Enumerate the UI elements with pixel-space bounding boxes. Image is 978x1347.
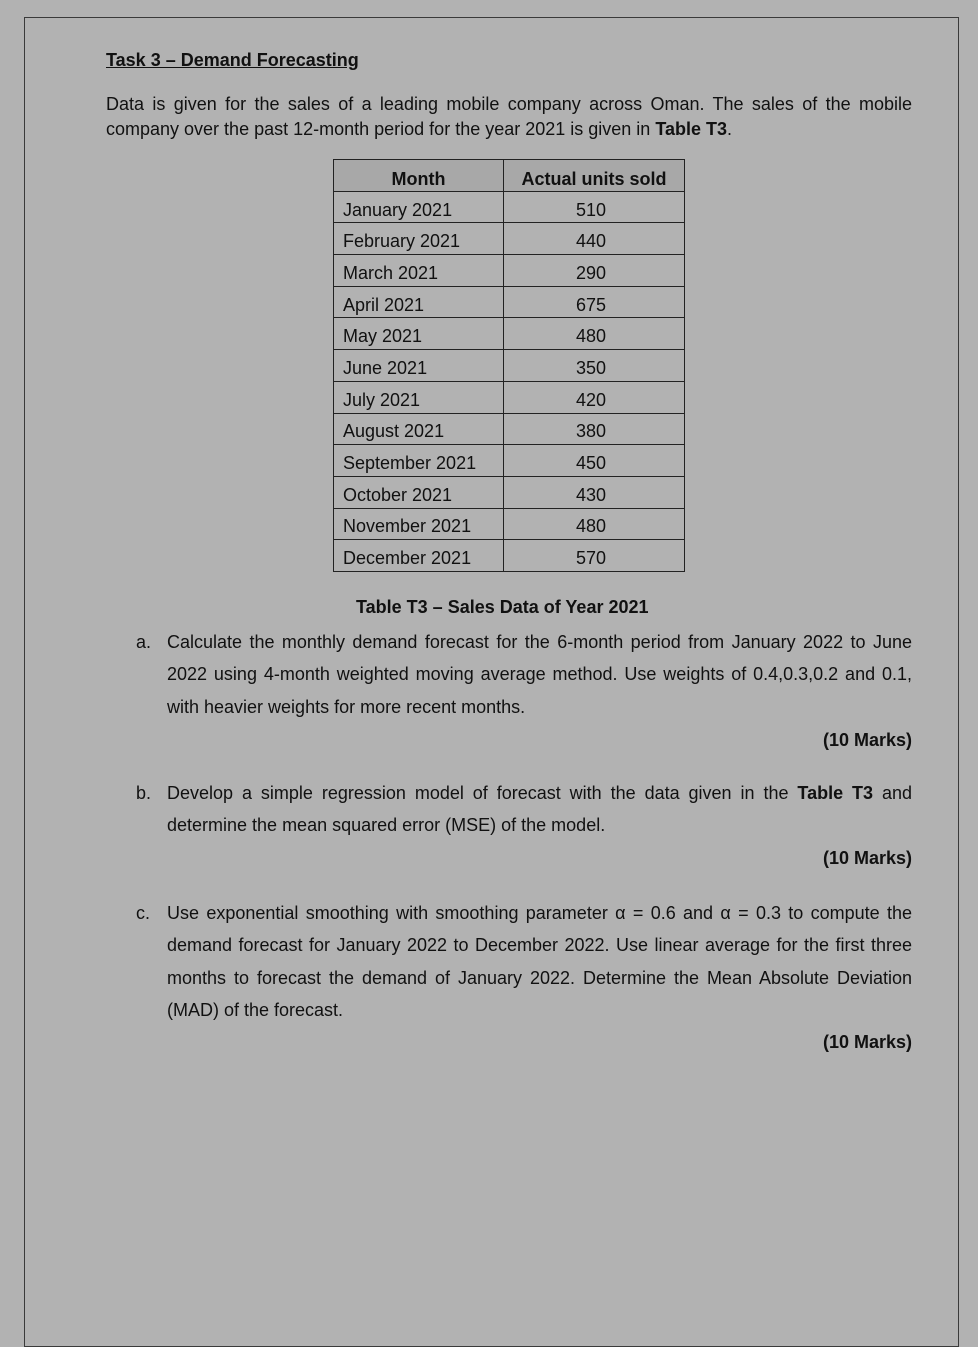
- question-b-table-ref: Table T3: [797, 783, 874, 803]
- question-c-text: Use exponential smoothing with smoothing parameter α = 0.6 and α = 0.3 to compute the demand forecast for January 2022 to December 2022. Use linear average for the first three months to forecast the demand of January 2022. Determine the Mean Absolute Deviation (MAD) of the forecast.: [167, 903, 912, 1021]
- header-month: Month: [334, 160, 504, 192]
- question-a: [136, 626, 912, 723]
- table-row: [334, 381, 685, 413]
- header-units: Actual units sold: [504, 160, 685, 192]
- units-cell: 450: [504, 445, 685, 477]
- month-cell: June 2021: [334, 350, 504, 382]
- units-cell: 430: [504, 476, 685, 508]
- month-cell: August 2021: [334, 413, 504, 445]
- month-cell: March 2021: [334, 255, 504, 287]
- units-cell: 440: [504, 223, 685, 255]
- question-c-marks: (10 Marks): [822, 1032, 912, 1052]
- question-b: [136, 777, 912, 842]
- month-cell: December 2021: [334, 540, 504, 572]
- table-row: [334, 318, 685, 350]
- intro-table-ref: Table T3: [655, 119, 728, 139]
- sales-table: [333, 159, 685, 572]
- month-cell: May 2021: [334, 318, 504, 350]
- table-caption: Table T3 – Sales Data of Year 2021: [356, 597, 649, 617]
- intro-paragraph: [106, 92, 912, 142]
- question-b-letter: b.: [136, 783, 152, 803]
- units-cell: 350: [504, 350, 685, 382]
- units-cell: 570: [504, 540, 685, 572]
- question-c-letter: c.: [136, 903, 151, 923]
- units-cell: 675: [504, 286, 685, 318]
- table-header-row: [334, 160, 685, 192]
- table-row: [334, 508, 685, 540]
- table-row: [334, 223, 685, 255]
- units-cell: 480: [504, 318, 685, 350]
- month-cell: September 2021: [334, 445, 504, 477]
- question-c: [136, 897, 912, 1027]
- table-row: [334, 445, 685, 477]
- task-title: Task 3 – Demand Forecasting: [106, 50, 359, 70]
- intro-end: .: [727, 119, 733, 139]
- table-row: [334, 255, 685, 287]
- question-a-marks: (10 Marks): [822, 730, 912, 750]
- intro-text: Data is given for the sales of a leading mobile company across Oman. The sales of the mobile company over the past 12-month period for the year 2021 is given in: [106, 94, 912, 139]
- units-cell: 420: [504, 381, 685, 413]
- units-cell: 510: [504, 191, 685, 223]
- table-row: [334, 286, 685, 318]
- table-row: [334, 191, 685, 223]
- question-b-text-pre: Develop a simple regression model of forecast with the data given in the: [167, 783, 798, 803]
- month-cell: November 2021: [334, 508, 504, 540]
- month-cell: February 2021: [334, 223, 504, 255]
- month-cell: April 2021: [334, 286, 504, 318]
- table-row: [334, 540, 685, 572]
- question-b-text-post: and determine the mean squared error (MSE) of the model.: [167, 783, 912, 836]
- question-a-letter: a.: [136, 632, 152, 652]
- units-cell: 480: [504, 508, 685, 540]
- question-b-marks: (10 Marks): [822, 848, 912, 868]
- month-cell: July 2021: [334, 381, 504, 413]
- question-b-text: [167, 777, 912, 842]
- table-row: [334, 476, 685, 508]
- units-cell: 290: [504, 255, 685, 287]
- month-cell: January 2021: [334, 191, 504, 223]
- table-row: [334, 413, 685, 445]
- month-cell: October 2021: [334, 476, 504, 508]
- units-cell: 380: [504, 413, 685, 445]
- question-a-text: Calculate the monthly demand forecast for the 6-month period from January 2022 to June 2022 using 4-month weighted moving average method. Use weights of 0.4,0.3,0.2 and 0.1, with heavier weights for more recent months.: [167, 632, 912, 717]
- table-row: [334, 350, 685, 382]
